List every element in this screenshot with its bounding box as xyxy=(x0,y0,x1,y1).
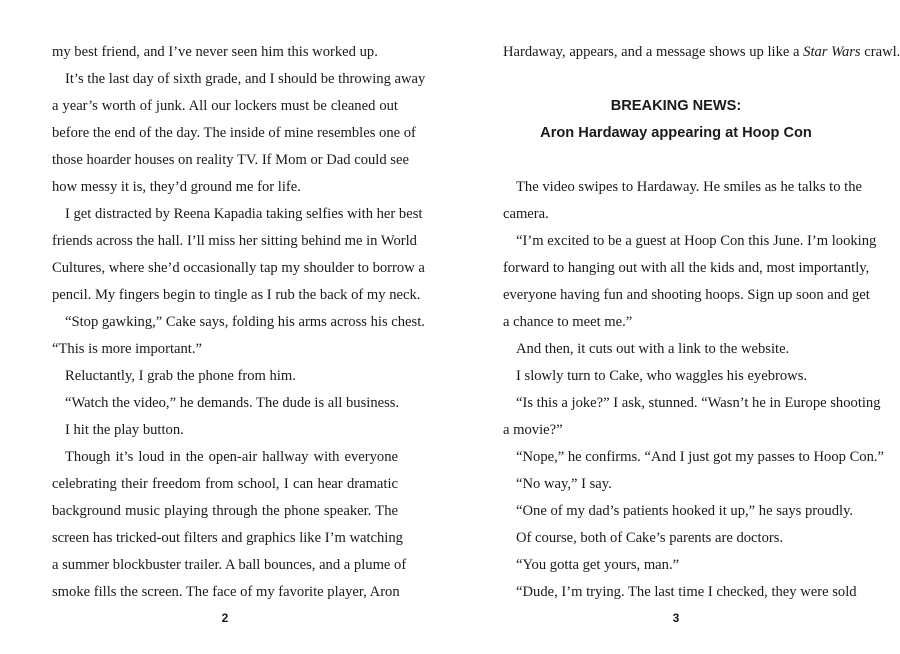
text-line: everyone having fun and shooting hoops. Sign up soon and get xyxy=(503,287,870,303)
text-line: those hoarder houses on reality TV. If Mom or Dad could see xyxy=(52,152,409,168)
text-line: how messy it is, they’d ground me for life. xyxy=(52,179,301,195)
text-line: before the end of the day. The inside of mine resembles one of xyxy=(52,125,416,141)
text-line: a chance to meet me.” xyxy=(503,314,633,330)
text-line: I hit the play button. xyxy=(65,422,184,438)
text-line: The video swipes to Hardaway. He smiles as he talks to the xyxy=(516,179,862,195)
text-line: a summer blockbuster trailer. A ball bounces, and a plume of xyxy=(52,557,407,573)
text-line: camera. xyxy=(503,206,549,222)
text-line: “Is this a joke?” I ask, stunned. “Wasn’t he in Europe shooting xyxy=(516,395,881,411)
text-line: my best friend, and I’ve never seen him this worked up. xyxy=(52,44,378,60)
news-subheading: Aron Hardaway appearing at Hoop Con xyxy=(540,125,812,141)
text-line: background music playing through the phone speaker. The xyxy=(52,503,398,519)
breaking-news-heading: BREAKING NEWS: xyxy=(610,98,742,114)
left-page xyxy=(52,0,426,654)
text-line: It’s the last day of sixth grade, and I should be throwing away xyxy=(65,71,426,87)
text-line: forward to hanging out with all the kids and, most importantly, xyxy=(503,260,870,276)
right-page xyxy=(503,0,900,654)
text-line: Reluctantly, I grab the phone from him. xyxy=(65,368,296,384)
text-line: “Watch the video,” he demands. The dude is all business. xyxy=(65,395,400,411)
page-number: 3 xyxy=(672,611,680,625)
text-line: And then, it cuts out with a link to the website. xyxy=(516,341,790,357)
text-line: Cultures, where she’d occasionally tap my shoulder to borrow a xyxy=(52,260,425,276)
text-line: friends across the hall. I’ll miss her sitting behind me in World xyxy=(52,233,417,249)
text-line: a movie?” xyxy=(503,422,563,438)
text-line: smoke fills the screen. The face of my favorite player, Aron xyxy=(52,584,400,600)
italic-title: Star Wars xyxy=(803,44,861,60)
text-line: “I’m excited to be a guest at Hoop Con this June. I’m looking xyxy=(516,233,877,249)
text-line: I get distracted by Reena Kapadia taking selfies with her best xyxy=(65,206,423,222)
text-line: “No way,” I say. xyxy=(516,476,612,492)
text-line: Though it’s loud in the open-air hallway with everyone xyxy=(65,449,398,465)
text-line: I slowly turn to Cake, who waggles his eyebrows. xyxy=(516,368,808,384)
text-line: pencil. My fingers begin to tingle as I rub the back of my neck. xyxy=(52,287,421,303)
text-line: “Dude, I’m trying. The last time I checked, they were sold xyxy=(516,584,857,600)
text-line: “Nope,” he confirms. “And I just got my passes to Hoop Con.” xyxy=(516,449,885,465)
text-line: “This is more important.” xyxy=(52,341,202,357)
text-line: “One of my dad’s patients hooked it up,” he says proudly. xyxy=(516,503,854,519)
text-line: a year’s worth of junk. All our lockers must be cleaned out xyxy=(52,98,398,114)
text-line: “You gotta get yours, man.” xyxy=(516,557,680,573)
text-line: screen has tricked-out filters and graphics like I’m watching xyxy=(52,530,403,546)
text-line: celebrating their freedom from school, I can hear dramatic xyxy=(52,476,398,492)
text-line: Hardaway, appears, and a message shows up like a Star Wars crawl. xyxy=(503,44,900,60)
page-number: 2 xyxy=(221,611,229,625)
text-line: Of course, both of Cake’s parents are doctors. xyxy=(516,530,784,546)
text-line: “Stop gawking,” Cake says, folding his arms across his chest. xyxy=(65,314,425,330)
